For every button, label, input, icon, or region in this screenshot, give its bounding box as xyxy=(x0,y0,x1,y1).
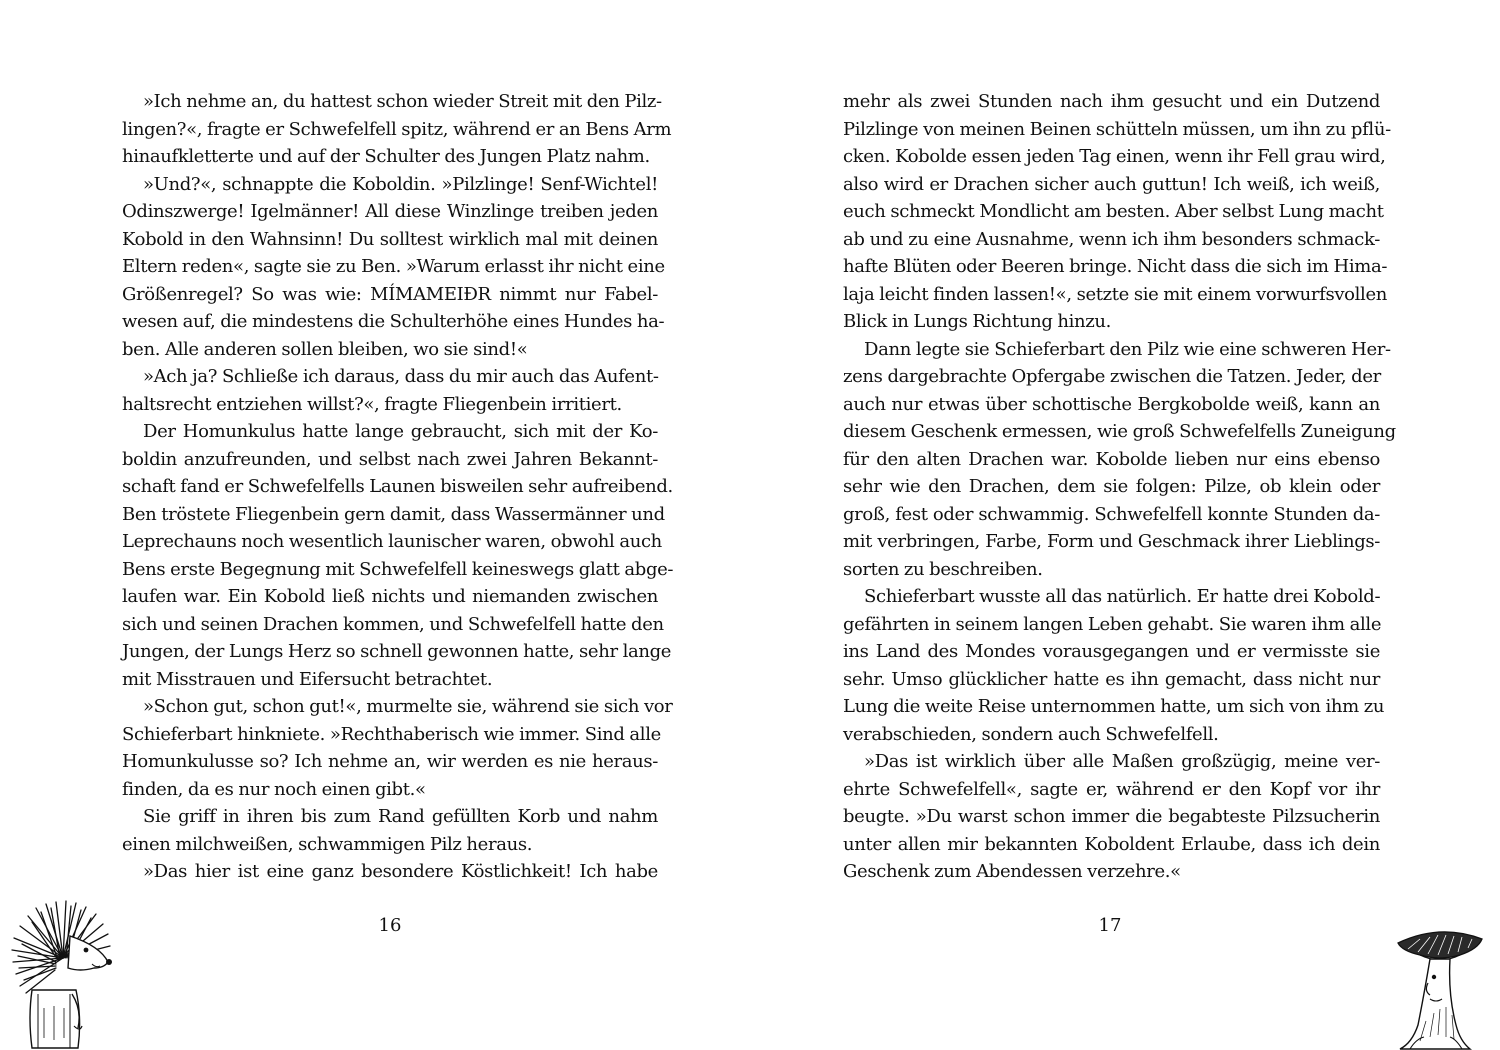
text-line: Bens erste Begegnung mit Schwefelfell keineswegs glatt abge- xyxy=(122,558,674,580)
text-line: unter allen mir bekannten Koboldent Erlaube, dass ich dein xyxy=(843,833,1380,855)
text-line: ins Land des Mondes vorausgegangen und er vermisste sie xyxy=(843,641,1380,662)
text-line: Schieferbart hinkniete. »Rechthaberisch wie immer. Sind alle xyxy=(122,723,661,745)
text-line: gefährten in seinem langen Leben gehabt. Sie waren ihm alle xyxy=(843,613,1382,635)
text-line: für den alten Drachen war. Kobolde lieben nur eins ebenso xyxy=(843,448,1380,470)
text-line: Sie griff in ihren bis zum Rand gefüllten Korb und nahm xyxy=(143,806,658,827)
text-line: Blick in Lungs Richtung hinzu. xyxy=(843,311,1112,332)
text-line: mit verbringen, Farbe, Form und Geschmack ihrer Lieblings- xyxy=(843,531,1380,552)
text-line: Pilzlinge von meinen Beinen schütteln müssen, um ihn zu pflü- xyxy=(843,118,1391,140)
text-line: cken. Kobolde essen jeden Tag einen, wenn ihr Fell grau wird, xyxy=(843,146,1386,167)
left-page-text xyxy=(122,88,674,886)
text-line: beugte. »Du warst schon immer die begabteste Pilzsucherin xyxy=(843,806,1380,827)
text-line: Größenregel? So was wie: MÍMAMEIÐR nimmt nur Fabel- xyxy=(122,283,658,305)
text-line: verabschieden, sondern auch Schwefelfell. xyxy=(843,723,1219,745)
text-line: zens dargebrachte Opfergabe zwischen die Tatzen. Jeder, der xyxy=(843,366,1381,387)
text-line: einen milchweißen, schwammigen Pilz heraus. xyxy=(122,833,533,855)
text-line: hafte Blüten oder Beeren bringe. Nicht dass die sich im Hima- xyxy=(843,256,1388,277)
text-line: boldin anzufreunden, und selbst nach zwei Jahren Bekannt- xyxy=(122,448,658,470)
text-line: haltsrecht entziehen willst?«, fragte Fliegenbein irritiert. xyxy=(122,393,622,415)
text-line: Eltern reden«, sagte sie zu Ben. »Warum erlasst ihr nicht eine xyxy=(122,256,665,277)
text-line: wesen auf, die mindestens die Schulterhöhe eines Hundes ha- xyxy=(122,311,665,332)
text-line: schaft fand er Schwefelfells Launen bisweilen sehr aufreibend. xyxy=(122,476,673,497)
text-line: Ben tröstete Fliegenbein gern damit, dass Wassermänner und xyxy=(122,503,665,525)
text-line: Schieferbart wusste all das natürlich. Er hatte drei Kobold- xyxy=(864,586,1381,607)
text-line: Homunkulusse so? Ich nehme an, wir werden es nie heraus- xyxy=(122,751,658,772)
page-number: 16 xyxy=(378,915,402,936)
text-line: ehrte Schwefelfell«, sagte er, während er den Kopf vor ihr xyxy=(843,778,1380,800)
text-line: »Das hier ist eine ganz besondere Köstlichkeit! Ich habe xyxy=(143,861,658,882)
text-line: »Schon gut, schon gut!«, murmelte sie, während sie sich vor xyxy=(143,696,673,717)
text-line: groß, fest oder schwammig. Schwefelfell konnte Stunden da- xyxy=(843,503,1380,525)
text-line: »Ich nehme an, du hattest schon wieder Streit mit den Pilz- xyxy=(143,91,662,112)
text-line: Odinszwerge! Igelmänner! All diese Winzlinge treiben jeden xyxy=(122,201,658,222)
text-line: Leprechauns noch wesentlich launischer waren, obwohl auch xyxy=(122,531,662,552)
text-line: Der Homunkulus hatte lange gebraucht, sich mit der Ko- xyxy=(143,421,658,442)
text-line: Dann legte sie Schieferbart den Pilz wie eine schweren Her- xyxy=(864,338,1391,360)
text-line: auch nur etwas über schottische Bergkobolde weiß, kann an xyxy=(843,393,1380,415)
text-line: lingen?«, fragte er Schwefelfell spitz, während er an Bens Arm xyxy=(122,118,672,140)
text-line: »Das ist wirklich über alle Maßen großzügig, meine ver- xyxy=(864,751,1380,772)
text-line: mehr als zwei Stunden nach ihm gesucht und ein Dutzend xyxy=(843,91,1380,112)
text-line: mit Misstrauen und Eifersucht betrachtet. xyxy=(122,668,493,690)
hedgehog-man-illustration xyxy=(8,898,118,1050)
text-line: also wird er Drachen sicher auch guttun! Ich weiß, ich weiß, xyxy=(843,173,1380,195)
text-line: laja leicht finden lassen!«, setzte sie mit einem vorwurfsvollen xyxy=(843,283,1388,305)
text-line: Kobold in den Wahnsinn! Du solltest wirklich mal mit deinen xyxy=(122,228,658,250)
text-line: »Und?«, schnappte die Koboldin. »Pilzlinge! Senf-Wichtel! xyxy=(143,173,658,195)
text-line: ab und zu eine Ausnahme, wenn ich ihm besonders schmack- xyxy=(843,228,1380,250)
text-line: sehr wie den Drachen, dem sie folgen: Pilze, ob klein oder xyxy=(843,476,1380,497)
text-line: »Ach ja? Schließe ich daraus, dass du mir auch das Aufent- xyxy=(143,366,659,387)
right-page-text xyxy=(843,88,1396,886)
text-line: Geschenk zum Abendessen verzehre.« xyxy=(843,861,1181,882)
text-line: Jungen, der Lungs Herz so schnell gewonnen hatte, sehr lange xyxy=(122,641,672,662)
text-line: sehr. Umso glücklicher hatte es ihn gemacht, dass nicht nur xyxy=(843,668,1380,690)
text-line: sorten zu beschreiben. xyxy=(843,558,1043,580)
page-number: 17 xyxy=(1098,915,1122,936)
mushroom-creature-illustration xyxy=(1390,925,1490,1050)
text-line: diesem Geschenk ermessen, wie groß Schwefelfells Zuneigung xyxy=(843,421,1396,442)
text-line: hinaufkletterte und auf der Schulter des Jungen Platz nahm. xyxy=(122,146,650,167)
text-line: laufen war. Ein Kobold ließ nichts und niemanden zwischen xyxy=(122,586,658,607)
text-line: ben. Alle anderen sollen bleiben, wo sie sind!« xyxy=(122,338,528,360)
text-line: Lung die weite Reise unternommen hatte, um sich von ihm zu xyxy=(843,696,1385,717)
text-line: euch schmeckt Mondlicht am besten. Aber selbst Lung macht xyxy=(843,201,1384,222)
text-line: sich und seinen Drachen kommen, und Schwefelfell hatte den xyxy=(122,613,664,635)
text-line: finden, da es nur noch einen gibt.« xyxy=(122,778,426,800)
right-page xyxy=(750,0,1500,1050)
